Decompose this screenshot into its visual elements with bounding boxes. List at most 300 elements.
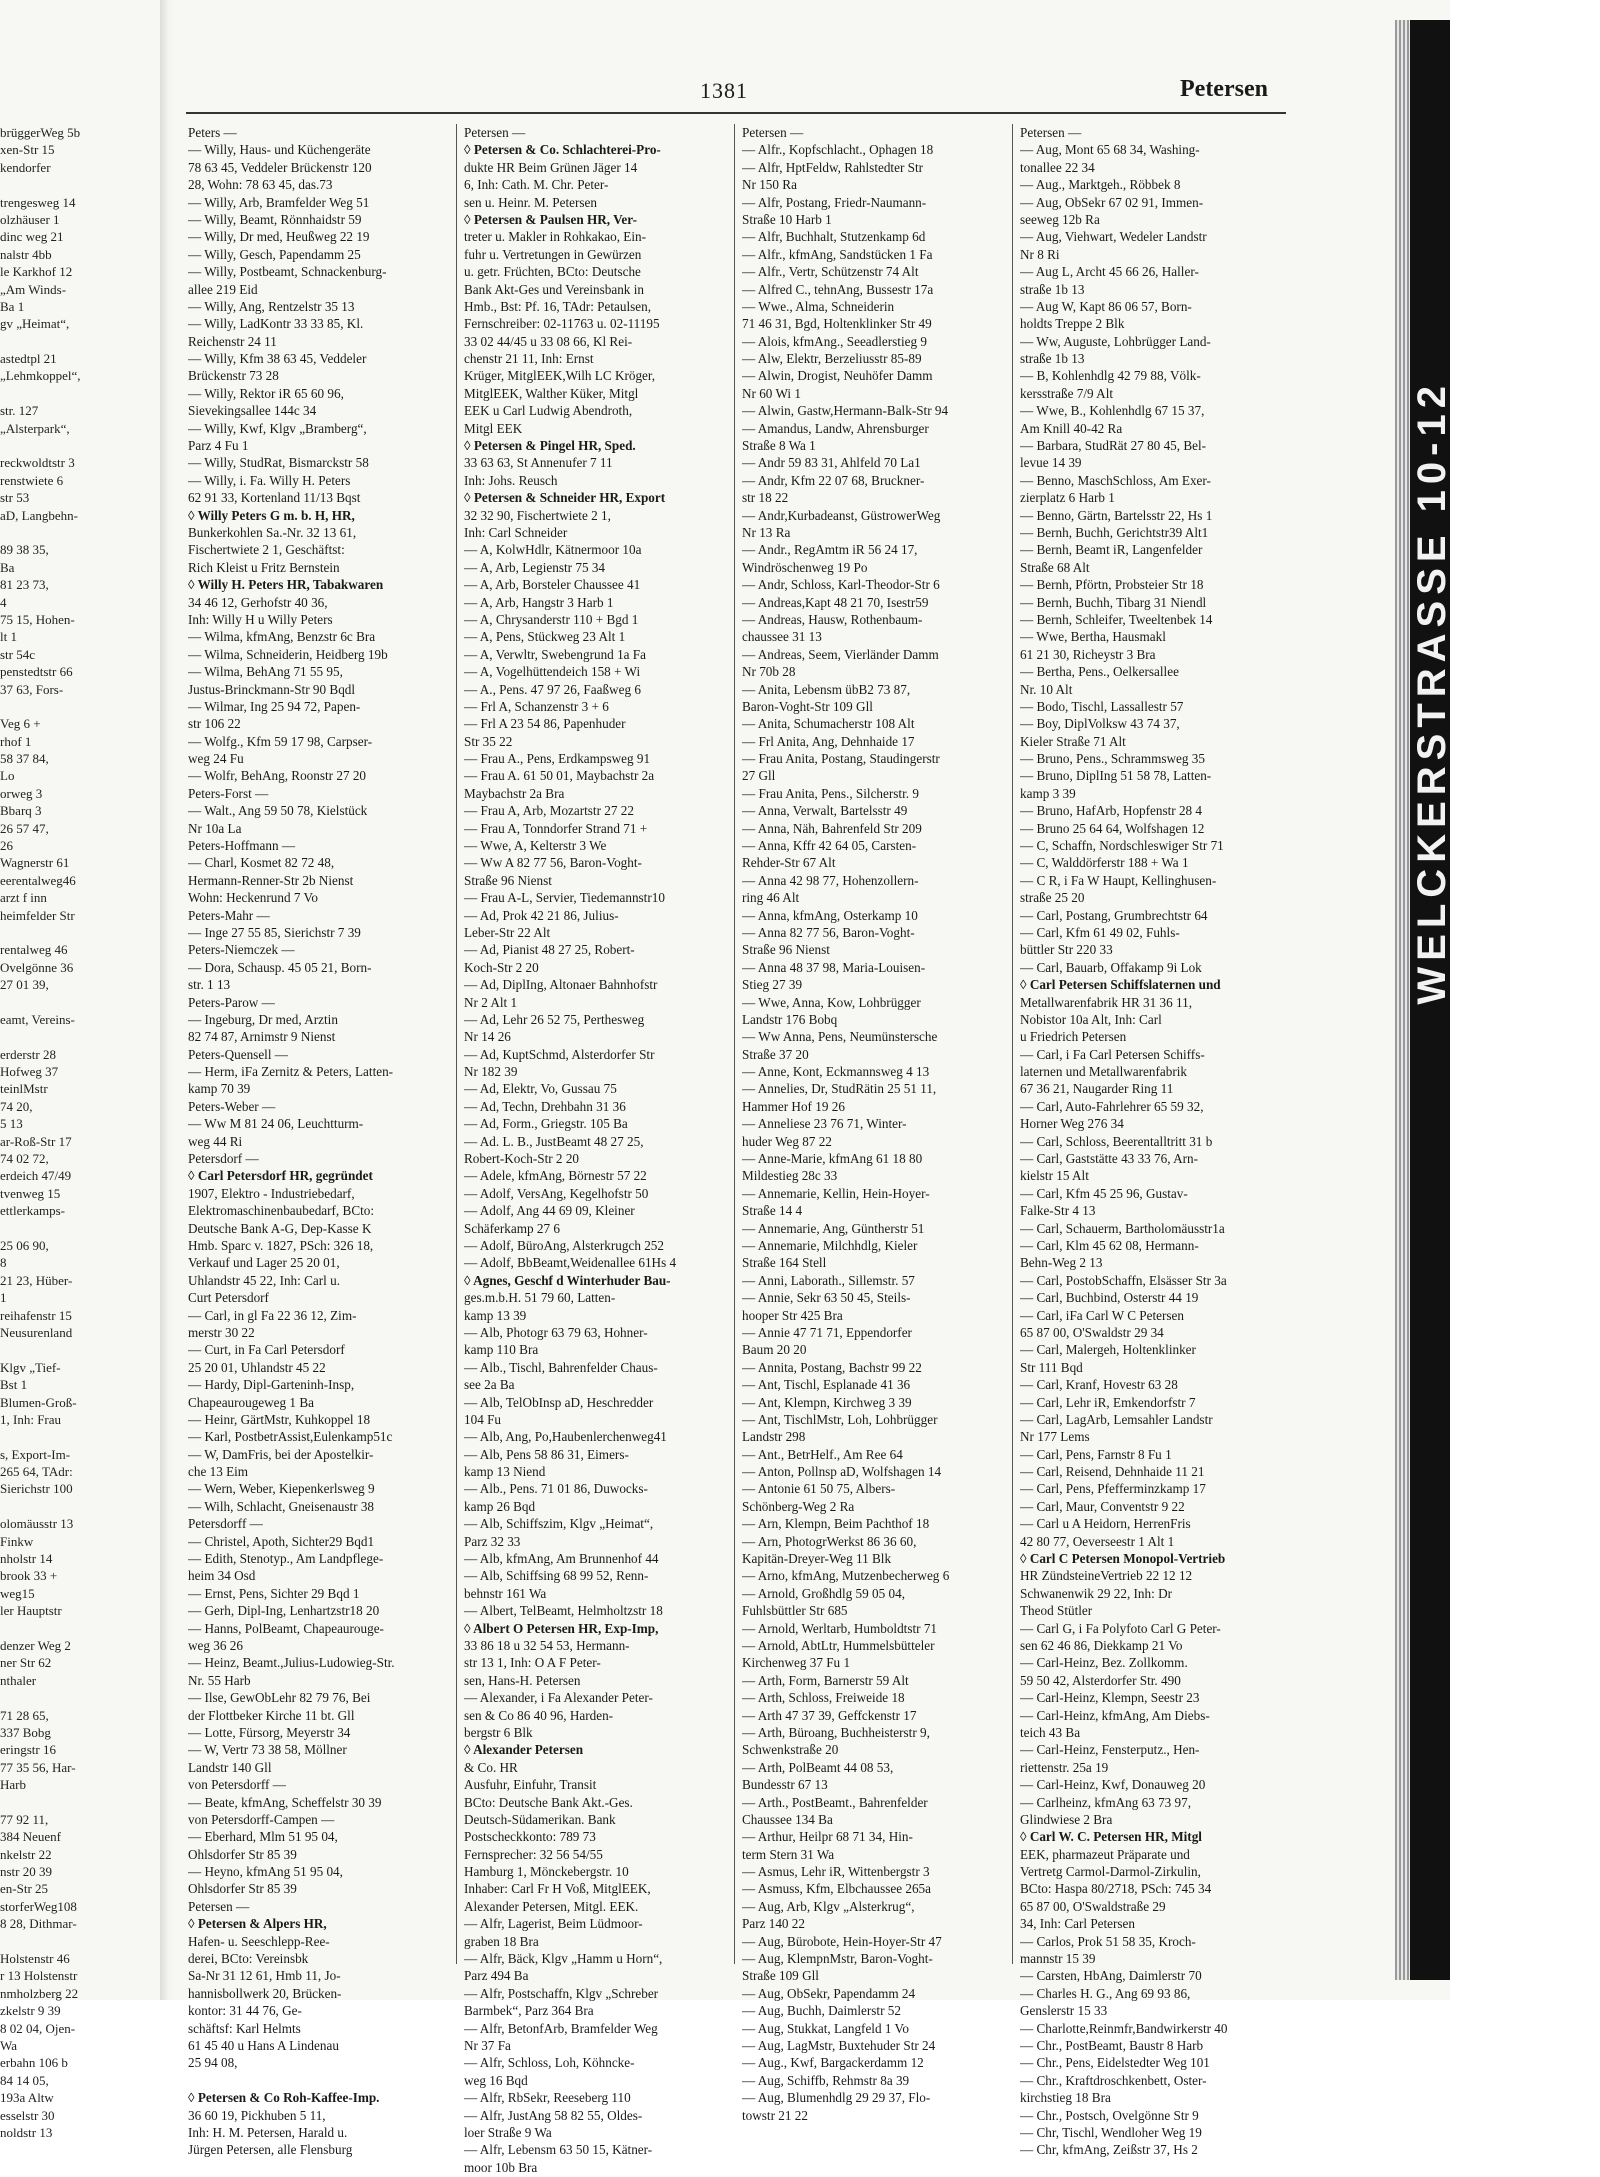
left-page-line: 58 37 84, xyxy=(0,751,49,767)
directory-entry-line: — W, Vertr 73 38 58, Möllner xyxy=(188,1742,347,1758)
directory-entry-line: see 2a Ba xyxy=(464,1377,515,1393)
directory-entry-line: towstr 21 22 xyxy=(742,2107,808,2123)
left-page-line: 26 xyxy=(0,838,13,854)
directory-entry-line: ges.m.b.H. 51 79 60, Latten- xyxy=(464,1290,616,1306)
directory-entry-line: — Carl, Kfm 61 49 02, Fuhls- xyxy=(1020,924,1180,940)
directory-entry-line: ◊ Petersen & Pingel HR, Sped. xyxy=(464,438,636,454)
directory-entry-line: — Carl, Bauarb, Offakamp 9i Lok xyxy=(1020,959,1202,975)
left-page-line xyxy=(0,437,154,454)
left-page-line xyxy=(0,385,154,402)
directory-entry-line: Sa-Nr 31 12 61, Hmb 11, Jo- xyxy=(188,1968,341,1984)
directory-entry-line: Chaussee 134 Ba xyxy=(742,1811,833,1827)
directory-entry-line: — Carl, LagArb, Lemsahler Landstr xyxy=(1020,1411,1213,1427)
directory-entry-line: — Heinz, Beamt.,Julius-Ludowieg-Str. xyxy=(188,1655,395,1671)
left-page-line xyxy=(0,1794,154,1811)
directory-entry-line: Str 35 22 xyxy=(464,733,513,749)
directory-entry-line: Glindwiese 2 Bra xyxy=(1020,1811,1113,1827)
directory-entry-line: — Aug, Mont 65 68 34, Washing- xyxy=(1020,142,1200,158)
directory-entry-line: — Anna, Näh, Bahrenfeld Str 209 xyxy=(742,820,922,836)
directory-entry-line: Am Knill 40-42 Ra xyxy=(1020,420,1123,436)
directory-entry-line: — Karl, PostbetrAssist,Eulenkamp51c xyxy=(188,1429,393,1445)
directory-entry-line: tonallee 22 34 xyxy=(1020,159,1095,175)
left-page-line: penstedtstr 66 xyxy=(0,664,73,680)
directory-entry-line: BCto: Deutsche Bank Akt.-Ges. xyxy=(464,1794,633,1810)
left-page-line: Wa xyxy=(0,2037,17,2053)
directory-entry-line: Theod Stütler xyxy=(1020,1603,1093,1619)
directory-entry-line: zierplatz 6 Harb 1 xyxy=(1020,490,1115,506)
directory-entry-line: Mitgl EEK xyxy=(464,420,523,436)
directory-entry-line: Elektromaschinenbaubedarf, BCto: xyxy=(188,1203,375,1219)
directory-entry-line: — Alb, kfmAng, Am Brunnenhof 44 xyxy=(464,1551,659,1567)
left-page-line: gv „Heimat“, xyxy=(0,316,70,332)
directory-entry-line: — Ant, Klempn, Kirchweg 3 39 xyxy=(742,1394,912,1410)
directory-entry-line: — Andr, Kfm 22 07 68, Bruckner- xyxy=(742,472,925,488)
directory-entry-line: — Chr, Tischl, Wendloher Weg 19 xyxy=(1020,2124,1202,2140)
left-page-line: erbahn 106 b xyxy=(0,2055,68,2071)
directory-entry-line: 33 63 63, St Annenufer 7 11 xyxy=(464,455,613,471)
directory-entry-line: Falke-Str 4 13 xyxy=(1020,1203,1096,1219)
directory-entry-line: ◊ Carl Petersdorf HR, gegründet xyxy=(188,1168,373,1184)
left-page-line: 8 28, Dithmar- xyxy=(0,1916,77,1932)
directory-entry-line: kamp 70 39 xyxy=(188,1081,251,1097)
directory-entry-line: Inh: Willy H u Willy Peters xyxy=(188,611,333,627)
directory-entry-line: u. getr. Früchten, BCto: Deutsche xyxy=(464,264,641,280)
directory-entry-line: — Willy, Arb, Bramfelder Weg 51 xyxy=(188,194,370,210)
directory-entry-line: Straße 96 Nienst xyxy=(464,872,552,888)
directory-entry-line: Straße 164 Stell xyxy=(742,1255,827,1271)
directory-entry-line: — Carl, Kfm 45 25 96, Gustav- xyxy=(1020,1185,1188,1201)
left-page-line: str 53 xyxy=(0,490,30,506)
directory-entry-line: 71 46 31, Bgd, Holtenklinker Str 49 xyxy=(742,316,932,332)
directory-entry-line: ◊ Alexander Petersen xyxy=(464,1742,584,1758)
directory-entry-line: — Anna, Verwalt, Bartelsstr 49 xyxy=(742,803,908,819)
spine-text: WELCKERSTRASSE 10-12 xyxy=(1410,380,1454,1005)
directory-entry-line: — Willy, Dr med, Heußweg 22 19 xyxy=(188,229,370,245)
directory-entry-line: — W, DamFris, bei der Apostelkir- xyxy=(188,1446,374,1462)
directory-entry-line: kamp 3 39 xyxy=(1020,785,1076,801)
directory-entry-line: derei, BCto: Vereinsbk xyxy=(188,1951,309,1967)
directory-entry-line: — Lotte, Fürsorg, Meyerstr 34 xyxy=(188,1724,351,1740)
directory-entry-line: Landstr 140 Gll xyxy=(188,1759,272,1775)
directory-entry-line: 34, Inh: Carl Petersen xyxy=(1020,1916,1135,1932)
directory-entry-line: — Andreas, Hausw, Rothenbaum- xyxy=(742,611,923,627)
directory-entry-line: hooper Str 425 Bra xyxy=(742,1307,843,1323)
directory-entry-line: — Annita, Postang, Bachstr 99 22 xyxy=(742,1359,922,1375)
directory-entry-line: — Ant, TischlMstr, Loh, Lohbrügger xyxy=(742,1411,938,1427)
directory-entry-line: — A, Chrysanderstr 110 + Bgd 1 xyxy=(464,611,639,627)
directory-entry-line: che 13 Eim xyxy=(188,1464,249,1480)
directory-entry-line: Deutsch-Südamerikan. Bank xyxy=(464,1811,616,1827)
directory-entry-line: — Aug, ObSekr 67 02 91, Immen- xyxy=(1020,194,1204,210)
directory-entry-line: Brückenstr 73 28 xyxy=(188,368,279,384)
directory-entry-line: — Ad, Pianist 48 27 25, Robert- xyxy=(464,942,635,958)
left-page-line: Ba 1 xyxy=(0,298,25,314)
directory-entry-line: Petersdorf — xyxy=(188,1151,259,1167)
directory-entry-line: kielstr 15 Alt xyxy=(1020,1168,1089,1184)
directory-entry-line: 28, Wohn: 78 63 45, das.73 xyxy=(188,177,333,193)
directory-entry-line: — Annemarie, Milchhdlg, Kieler xyxy=(742,1238,918,1253)
directory-entry-line: Kapitän-Dreyer-Weg 11 Blk xyxy=(742,1551,892,1567)
directory-entry-line: Curt Petersdorf xyxy=(188,1290,269,1306)
left-page-line: Veg 6 + xyxy=(0,716,41,732)
left-page-line: kendorfer xyxy=(0,159,51,175)
directory-entry-line: Koch-Str 2 20 xyxy=(464,959,539,975)
directory-entry-line: Nr 14 26 xyxy=(464,1029,511,1045)
directory-entry-line: — Alfr, Schloss, Loh, Köhncke- xyxy=(464,2055,635,2071)
directory-entry-line: — Alfr, HptFeldw, Rahlstedter Str xyxy=(742,159,924,175)
directory-entry-line: Hmb., Bst: Pf. 16, TAdr: Petaulsen, xyxy=(464,298,651,314)
directory-entry-line: — Annemarie, Kellin, Hein-Hoyer- xyxy=(742,1185,930,1201)
directory-entry-line: — Andreas, Seem, Vierländer Damm xyxy=(742,646,939,662)
directory-entry-line: — Carl, Gaststätte 43 33 76, Arn- xyxy=(1020,1151,1199,1167)
directory-entry-line: — Aug, LagMstr, Buxtehuder Str 24 xyxy=(742,2037,936,2053)
directory-entry-line: — Alb., Pens. 71 01 86, Duwocks- xyxy=(464,1481,648,1497)
directory-entry-line: Str 111 Bqd xyxy=(1020,1359,1083,1375)
left-page-line: nthaler xyxy=(0,1672,37,1688)
directory-entry-line: — Alfr, RbSekr, Reeseberg 110 xyxy=(464,2090,631,2106)
directory-entry-line: — Alexander, i Fa Alexander Peter- xyxy=(464,1690,653,1706)
directory-entry-line: — Ingeburg, Dr med, Arztin xyxy=(188,1011,338,1027)
directory-entry-line: — A, Arb, Borsteler Chaussee 41 xyxy=(464,577,641,593)
directory-entry-line: treter u. Makler in Rohkakao, Ein- xyxy=(464,229,647,245)
directory-entry-line: — Chr., PostBeamt, Baustr 8 Harb xyxy=(1020,2037,1204,2053)
directory-entry-line: hannisbollwerk 20, Brücken- xyxy=(188,1985,342,2001)
directory-entry-line: Windröschenweg 19 Po xyxy=(742,559,868,575)
left-page-line: erdeich 47/49 xyxy=(0,1168,72,1184)
directory-entry-line: — Alwin, Gastw,Hermann-Balk-Str 94 xyxy=(742,403,949,419)
left-page-line xyxy=(0,333,154,350)
directory-entry-line: Nr 8 Ri xyxy=(1020,246,1060,262)
directory-entry-line: Hamburg 1, Mönckebergstr. 10 xyxy=(464,1864,629,1880)
directory-entry-line: ◊ Carl W. C. Petersen HR, Mitgl xyxy=(1020,1829,1202,1845)
directory-entry-line: kirchstieg 18 Bra xyxy=(1020,2090,1111,2106)
directory-entry-line: Ohlsdorfer Str 85 39 xyxy=(188,1846,297,1862)
left-page-line xyxy=(0,698,154,715)
directory-entry-line: — Bodo, Tischl, Lassallestr 57 xyxy=(1020,698,1184,714)
left-page-line: s, Export-Im- xyxy=(0,1446,71,1462)
directory-entry-line: Bunkerkohlen Sa.-Nr. 32 13 61, xyxy=(188,524,357,540)
directory-entry-line: chaussee 31 13 xyxy=(742,629,822,645)
directory-entry-line: HR ZündsteineVertrieb 22 12 12 xyxy=(1020,1568,1193,1584)
directory-entry-line: Behn-Weg 2 13 xyxy=(1020,1255,1103,1271)
directory-entry-line: — Ww M 81 24 06, Leuchtturm- xyxy=(188,1116,364,1132)
directory-entry-line: — Bernh, Beamt iR, Langenfelder xyxy=(1020,542,1203,558)
directory-entry-line: — Dora, Schausp. 45 05 21, Born- xyxy=(188,959,372,975)
directory-entry-line: kamp 13 Niend xyxy=(464,1464,546,1480)
directory-entry-line: 36 60 19, Pickhuben 5 11, xyxy=(188,2107,326,2123)
directory-entry-line: Petersen — xyxy=(742,125,804,140)
directory-entry-line: Schönberg-Weg 2 Ra xyxy=(742,1498,855,1514)
directory-entry-line: — Aug, Arb, Klgv „Alsterkrug“, xyxy=(742,1898,915,1914)
directory-entry-line: — Curt, in Fa Carl Petersdorf xyxy=(188,1342,345,1358)
directory-entry-line: — Willy, Rektor iR 65 60 96, xyxy=(188,385,344,401)
left-page-line: str. 127 xyxy=(0,403,39,419)
directory-entry-line: — Aug., Marktgeh., Röbbek 8 xyxy=(1020,177,1181,193)
directory-entry-line: — Aug, Blumenhdlg 29 29 37, Flo- xyxy=(742,2090,931,2106)
directory-entry-line xyxy=(188,2072,446,2089)
directory-entry-line: schäftsf: Karl Helmts xyxy=(188,2020,301,2036)
directory-entry-line: weg 24 Fu xyxy=(188,751,244,767)
directory-entry-line: weg 44 Ri xyxy=(188,1133,243,1149)
directory-entry-line: — Wilh, Schlacht, Gneisenaustr 38 xyxy=(188,1498,375,1514)
left-page-line xyxy=(0,994,154,1011)
directory-entry-line: — Ad, Form., Griegstr. 105 Ba xyxy=(464,1116,628,1132)
directory-entry-line: — Anna 42 98 77, Hohenzollern- xyxy=(742,872,919,888)
directory-entry-line: — Alb, Photogr 63 79 63, Hohner- xyxy=(464,1324,648,1340)
left-page-line: lt 1 xyxy=(0,629,17,645)
directory-entry-line: ◊ Albert O Petersen HR, Exp-Imp, xyxy=(464,1620,659,1636)
directory-entry-line: ◊ Agnes, Geschf d Winterhuder Bau- xyxy=(464,1272,671,1288)
directory-entry-line: 62 91 33, Kortenland 11/13 Bqst xyxy=(188,490,361,506)
left-page-line: 71 28 65, xyxy=(0,1707,49,1723)
directory-entry-line: Genslerstr 15 33 xyxy=(1020,2003,1108,2019)
directory-entry-line: — Eberhard, Mlm 51 95 04, xyxy=(188,1829,338,1845)
left-page-line: 5 13 xyxy=(0,1116,23,1132)
directory-entry-line: Maybachstr 2a Bra xyxy=(464,785,565,801)
left-page-line: 77 92 11, xyxy=(0,1811,49,1827)
directory-entry-line: ◊ Carl C Petersen Monopol-Vertrieb xyxy=(1020,1551,1226,1567)
directory-entry-line: — Ww, Auguste, Lohbrügger Land- xyxy=(1020,333,1211,349)
directory-entry-line: — Ad, DiplIng, Altonaer Bahnhofstr xyxy=(464,977,658,993)
directory-entry-line: — Alb, Pens 58 86 31, Eimers- xyxy=(464,1446,629,1462)
directory-entry-line: Fernschreiber: 02-11763 u. 02-11195 xyxy=(464,316,660,332)
left-page-line: nholstr 14 xyxy=(0,1551,53,1567)
directory-entry-line: — Ad, Prok 42 21 86, Julius- xyxy=(464,907,619,923)
directory-entry-line: — Asmus, Lehr iR, Wittenbergstr 3 xyxy=(742,1864,930,1880)
directory-entry-line: — Albert, TelBeamt, Helmholtzstr 18 xyxy=(464,1603,663,1619)
directory-entry-line: Parz 140 22 xyxy=(742,1916,805,1932)
directory-entry-line: — Boy, DiplVolksw 43 74 37, xyxy=(1020,716,1180,732)
directory-entry-line: — Willy, Beamt, Rönnhaidstr 59 xyxy=(188,211,362,227)
column-1 xyxy=(188,124,446,2159)
directory-entry-line: — Ilse, GewObLehr 82 79 76, Bei xyxy=(188,1690,371,1706)
directory-entry-line: — Carl, Schauerm, Bartholomäusstr1a xyxy=(1020,1220,1225,1236)
directory-entry-line: ◊ Willy Peters G m. b. H, HR, xyxy=(188,507,355,523)
directory-entry-line: behnstr 161 Wa xyxy=(464,1585,547,1601)
directory-entry-line: loer Straße 9 Wa xyxy=(464,2124,552,2140)
directory-entry-line: Parz 494 Ba xyxy=(464,1968,529,1984)
directory-entry-line: 42 80 77, Oeverseestr 1 Alt 1 xyxy=(1020,1533,1175,1549)
directory-entry-line: 6, Inh: Cath. M. Chr. Peter- xyxy=(464,177,609,193)
directory-entry-line: — Frau A, Arb, Mozartstr 27 22 xyxy=(464,803,634,819)
directory-entry-line: Straße 10 Harb 1 xyxy=(742,211,832,227)
directory-entry-line: — Frl Anita, Ang, Dehnhaide 17 xyxy=(742,733,915,749)
directory-entry-line: — Ad. L. B., JustBeamt 48 27 25, xyxy=(464,1133,644,1149)
directory-entry-line: — Anna, Kffr 42 64 05, Carsten- xyxy=(742,838,917,854)
directory-entry-line: — Inge 27 55 85, Sierichstr 7 39 xyxy=(188,924,361,940)
directory-entry-line: ◊ Petersen & Schneider HR, Export xyxy=(464,490,666,506)
directory-entry-line: 27 Gll xyxy=(742,768,776,784)
directory-entry-line: — Carl, Schloss, Beerentalltritt 31 b xyxy=(1020,1133,1213,1149)
column-divider xyxy=(1012,124,1013,1964)
left-page-line: le Karkhof 12 xyxy=(0,264,73,280)
directory-entry-line: — Carl-Heinz, kfmAng, Am Diebs- xyxy=(1020,1707,1210,1723)
directory-entry-line: — Alfr., Kopfschlacht., Ophagen 18 xyxy=(742,142,934,158)
directory-entry-line: Peters-Forst — xyxy=(188,785,269,801)
directory-entry-line: — Arnold, Großhdlg 59 05 04, xyxy=(742,1585,906,1601)
left-page-line: r 13 Holstenstr xyxy=(0,1968,78,1984)
left-page-line: nalstr 4bb xyxy=(0,246,52,262)
directory-entry-line: — Anna 82 77 56, Baron-Voght- xyxy=(742,924,915,940)
directory-entry-line: Petersen — xyxy=(1020,125,1082,140)
directory-entry-line: — Willy, Kwf, Klgv „Bramberg“, xyxy=(188,420,367,436)
directory-entry-line: Hafen- u. Seeschlepp-Ree- xyxy=(188,1933,330,1949)
directory-entry-line: — Wwe, Anna, Kow, Lohbrügger xyxy=(742,994,921,1010)
directory-entry-line: 59 50 42, Alsterdorfer Str. 490 xyxy=(1020,1672,1181,1688)
directory-entry-line: — A, Vogelhüttendeich 158 + Wi xyxy=(464,664,641,680)
directory-entry-line: — Anita, Schumacherstr 108 Alt xyxy=(742,716,915,732)
directory-entry-line: Nr 13 Ra xyxy=(742,524,791,540)
directory-entry-line: allee 219 Eid xyxy=(188,281,258,297)
column-divider xyxy=(734,124,735,1964)
directory-entry-line: BCto: Haspa 80/2718, PSch: 745 34 xyxy=(1020,1881,1212,1897)
directory-entry-line: büttler Str 220 33 xyxy=(1020,942,1113,958)
directory-entry-line: Nr 182 39 xyxy=(464,1064,518,1080)
left-page-line: 8 xyxy=(0,1255,7,1271)
directory-entry-line: — Ad, Techn, Drehbahn 31 36 xyxy=(464,1098,626,1114)
directory-entry-line: — Charlotte,Reinmfr,Bandwirkerstr 40 xyxy=(1020,2020,1228,2036)
directory-entry-line: — Amandus, Landw, Ahrensburger xyxy=(742,420,929,436)
page-number: 1381 xyxy=(700,78,748,103)
directory-entry-line: — Aug, Bürobote, Hein-Hoyer-Str 47 xyxy=(742,1933,942,1949)
directory-entry-line: — Annemarie, Ang, Güntherstr 51 xyxy=(742,1220,925,1236)
directory-entry-line: — Bertha, Pens., Oelkersallee xyxy=(1020,664,1179,680)
directory-entry-line: Ausfuhr, Einfuhr, Transit xyxy=(464,1777,597,1793)
directory-entry-line: — Andr,Kurbadeanst, GüstrowerWeg xyxy=(742,507,941,523)
directory-entry-line: — Alfr, BetonfArb, Bramfelder Weg xyxy=(464,2020,658,2036)
directory-entry-line: — Carl, Maur, Conventstr 9 22 xyxy=(1020,1498,1185,1514)
directory-entry-line: Robert-Koch-Str 2 20 xyxy=(464,1151,580,1167)
directory-entry-line: ◊ Petersen & Co. Schlachterei-Pro- xyxy=(464,142,661,158)
left-page-line: reihafenstr 15 xyxy=(0,1307,72,1323)
directory-entry-line: — B, Kohlenhdlg 42 79 88, Völk- xyxy=(1020,368,1201,384)
directory-entry-line: — Chr., Postsch, Ovelgönne Str 9 xyxy=(1020,2107,1199,2123)
directory-entry-line: — A, Pens, Stückweg 23 Alt 1 xyxy=(464,629,626,645)
directory-entry-line: — Antonie 61 50 75, Albers- xyxy=(742,1481,896,1497)
directory-entry-line: Peters-Quensell — xyxy=(188,1046,288,1062)
left-page-line: Hofweg 37 xyxy=(0,1064,59,1080)
directory-entry-line: — Bruno, HafArb, Hopfenstr 28 4 xyxy=(1020,803,1203,819)
directory-entry-line: — Willy, Gesch, Papendamm 25 xyxy=(188,246,361,262)
directory-entry-line: holdts Treppe 2 Blk xyxy=(1020,316,1125,332)
directory-entry-line: ◊ Willy H. Peters HR, Tabakwaren xyxy=(188,577,384,593)
left-page-line: 337 Bobg xyxy=(0,1724,51,1740)
directory-entry-line: kontor: 31 44 76, Ge- xyxy=(188,2003,302,2019)
left-page-line: Wagnerstr 61 xyxy=(0,855,70,871)
directory-entry-line: Bundesstr 67 13 xyxy=(742,1777,828,1793)
directory-entry-line: — Alfr., kfmAng, Sandstücken 1 Fa xyxy=(742,246,933,262)
left-page-line: 77 35 56, Har- xyxy=(0,1759,76,1775)
left-page-line: ar-Roß-Str 17 xyxy=(0,1133,72,1149)
directory-entry-line: Rehder-Str 67 Alt xyxy=(742,855,836,871)
column-4 xyxy=(1020,124,1278,2159)
directory-entry-line: — Wwe, A, Kelterstr 3 We xyxy=(464,838,607,854)
left-page-line: Bst 1 xyxy=(0,1377,28,1393)
directory-entry-line: Horner Weg 276 34 xyxy=(1020,1116,1124,1132)
directory-entry-line: — Carl, Pens, Farnstr 8 Fu 1 xyxy=(1020,1446,1172,1462)
left-page-line: Harb xyxy=(0,1777,26,1793)
directory-entry-line: Peters-Mahr — xyxy=(188,907,270,923)
left-page-line: 89 38 35, xyxy=(0,542,49,558)
directory-entry-line: — Carl, Kranf, Hovestr 63 28 xyxy=(1020,1377,1178,1393)
left-page-line: Finkw xyxy=(0,1533,34,1549)
directory-entry-line: — Alb, TelObInsp aD, Heschredder xyxy=(464,1394,654,1410)
directory-entry-line: — Carl-Heinz, Klempn, Seestr 23 xyxy=(1020,1690,1200,1706)
directory-entry-line: Reichenstr 24 11 xyxy=(188,333,277,349)
left-page-line xyxy=(0,1028,154,1045)
directory-entry-line: 65 87 00, O'Swaldstraße 29 xyxy=(1020,1898,1166,1914)
directory-entry-line: — Arth, Schloss, Freiweide 18 xyxy=(742,1690,905,1706)
directory-entry-line: — Willy, LadKontr 33 33 85, Kl. xyxy=(188,316,364,332)
left-page-line: 1 xyxy=(0,1290,7,1306)
directory-entry-line: — Carl, Reisend, Dehnhaide 11 21 xyxy=(1020,1464,1205,1480)
directory-entry-line: Inh: Johs. Reusch xyxy=(464,472,558,488)
directory-entry-line: Nr 60 Wi 1 xyxy=(742,385,801,401)
directory-entry-line: — Carl G, i Fa Polyfoto Carl G Peter- xyxy=(1020,1620,1221,1636)
directory-entry-line: Metallwarenfabrik HR 31 36 11, xyxy=(1020,994,1193,1010)
left-page-line: arzt f inn xyxy=(0,890,47,906)
left-page-line: zkelstr 9 39 xyxy=(0,2003,61,2019)
directory-entry-line: — Annie, Sekr 63 50 45, Steils- xyxy=(742,1290,911,1306)
directory-entry-line: — Carl-Heinz, Fensterputz., Hen- xyxy=(1020,1742,1200,1758)
directory-entry-line: — Walt., Ang 59 50 78, Kielstück xyxy=(188,803,368,819)
directory-entry-line: 61 21 30, Richeystr 3 Bra xyxy=(1020,646,1156,662)
directory-entry-line: — Aug, Buchh, Daimlerstr 52 xyxy=(742,2003,901,2019)
book-spine xyxy=(1410,20,1454,1980)
left-page-line: 37 63, Fors- xyxy=(0,681,64,697)
directory-entry-line: sen 62 46 86, Diekkamp 21 Vo xyxy=(1020,1637,1183,1653)
directory-entry-line: Wohn: Heckenrund 7 Vo xyxy=(188,890,318,906)
directory-entry-line: — Aug, Viehwart, Wedeler Landstr xyxy=(1020,229,1207,245)
directory-entry-line: — Aug, ObSekr, Papendamm 24 xyxy=(742,1985,916,2001)
directory-entry-line: heim 34 Osd xyxy=(188,1568,256,1584)
directory-entry-line: — Alb., Tischl, Bahrenfelder Chaus- xyxy=(464,1359,658,1375)
directory-entry-line: Petersdorff — xyxy=(188,1516,263,1532)
left-page-line: Klgv „Tief- xyxy=(0,1359,61,1375)
directory-entry-line: str 106 22 xyxy=(188,716,241,732)
left-page-line: 26 57 47, xyxy=(0,820,49,836)
directory-entry-line: Schäferkamp 27 6 xyxy=(464,1220,560,1236)
left-page-line: xen-Str 15 xyxy=(0,142,55,158)
left-page-line: 74 02 72, xyxy=(0,1151,49,1167)
directory-entry-line: EEK u Carl Ludwig Abendroth, xyxy=(464,403,633,419)
directory-entry-line: — Ad, Elektr, Vo, Gussau 75 xyxy=(464,1081,617,1097)
directory-entry-line: sen u. Heinr. M. Petersen xyxy=(464,194,597,210)
left-page-line: nmholzberg 22 xyxy=(0,1985,79,2001)
directory-entry-line: — Wilmar, Ing 25 94 72, Papen- xyxy=(188,698,361,714)
directory-entry-line: fuhr u. Vertretungen in Gewürzen xyxy=(464,246,642,262)
directory-entry-line: Parz 32 33 xyxy=(464,1533,521,1549)
directory-entry-line: — Anneliese 23 76 71, Winter- xyxy=(742,1116,907,1132)
directory-entry-line: — Frau A. 61 50 01, Maybachstr 2a xyxy=(464,768,655,784)
directory-entry-line: Kirchenweg 37 Fu 1 xyxy=(742,1655,851,1671)
left-page-line: Ba xyxy=(0,559,15,575)
left-page-line: 193a Altw xyxy=(0,2090,54,2106)
directory-entry-line: — Bernh, Schleifer, Tweeltenbek 14 xyxy=(1020,611,1213,627)
directory-entry-line: — Carl, Buchbind, Osterstr 44 19 xyxy=(1020,1290,1199,1306)
directory-entry-line: 33 86 18 u 32 54 53, Hermann- xyxy=(464,1637,630,1653)
directory-entry-line: — Aug., Kwf, Bargackerdamm 12 xyxy=(742,2055,924,2071)
directory-entry-line: Stieg 27 39 xyxy=(742,977,803,993)
directory-entry-line: ◊ Petersen & Alpers HR, xyxy=(188,1916,327,1932)
directory-entry-line: — A, Verwltr, Swebengrund 1a Fa xyxy=(464,646,646,662)
left-page-line: en-Str 25 xyxy=(0,1881,49,1897)
directory-entry-line: — C, Schaffn, Nordschleswiger Str 71 xyxy=(1020,838,1224,854)
directory-entry-line: — Arn, PhotogrWerkst 86 36 60, xyxy=(742,1533,917,1549)
directory-entry-line: Peters-Niemczek — xyxy=(188,942,295,958)
directory-entry-line: Justus-Brinckmann-Str 90 Bqdl xyxy=(188,681,356,697)
directory-entry-line: von Petersdorff — xyxy=(188,1777,286,1793)
